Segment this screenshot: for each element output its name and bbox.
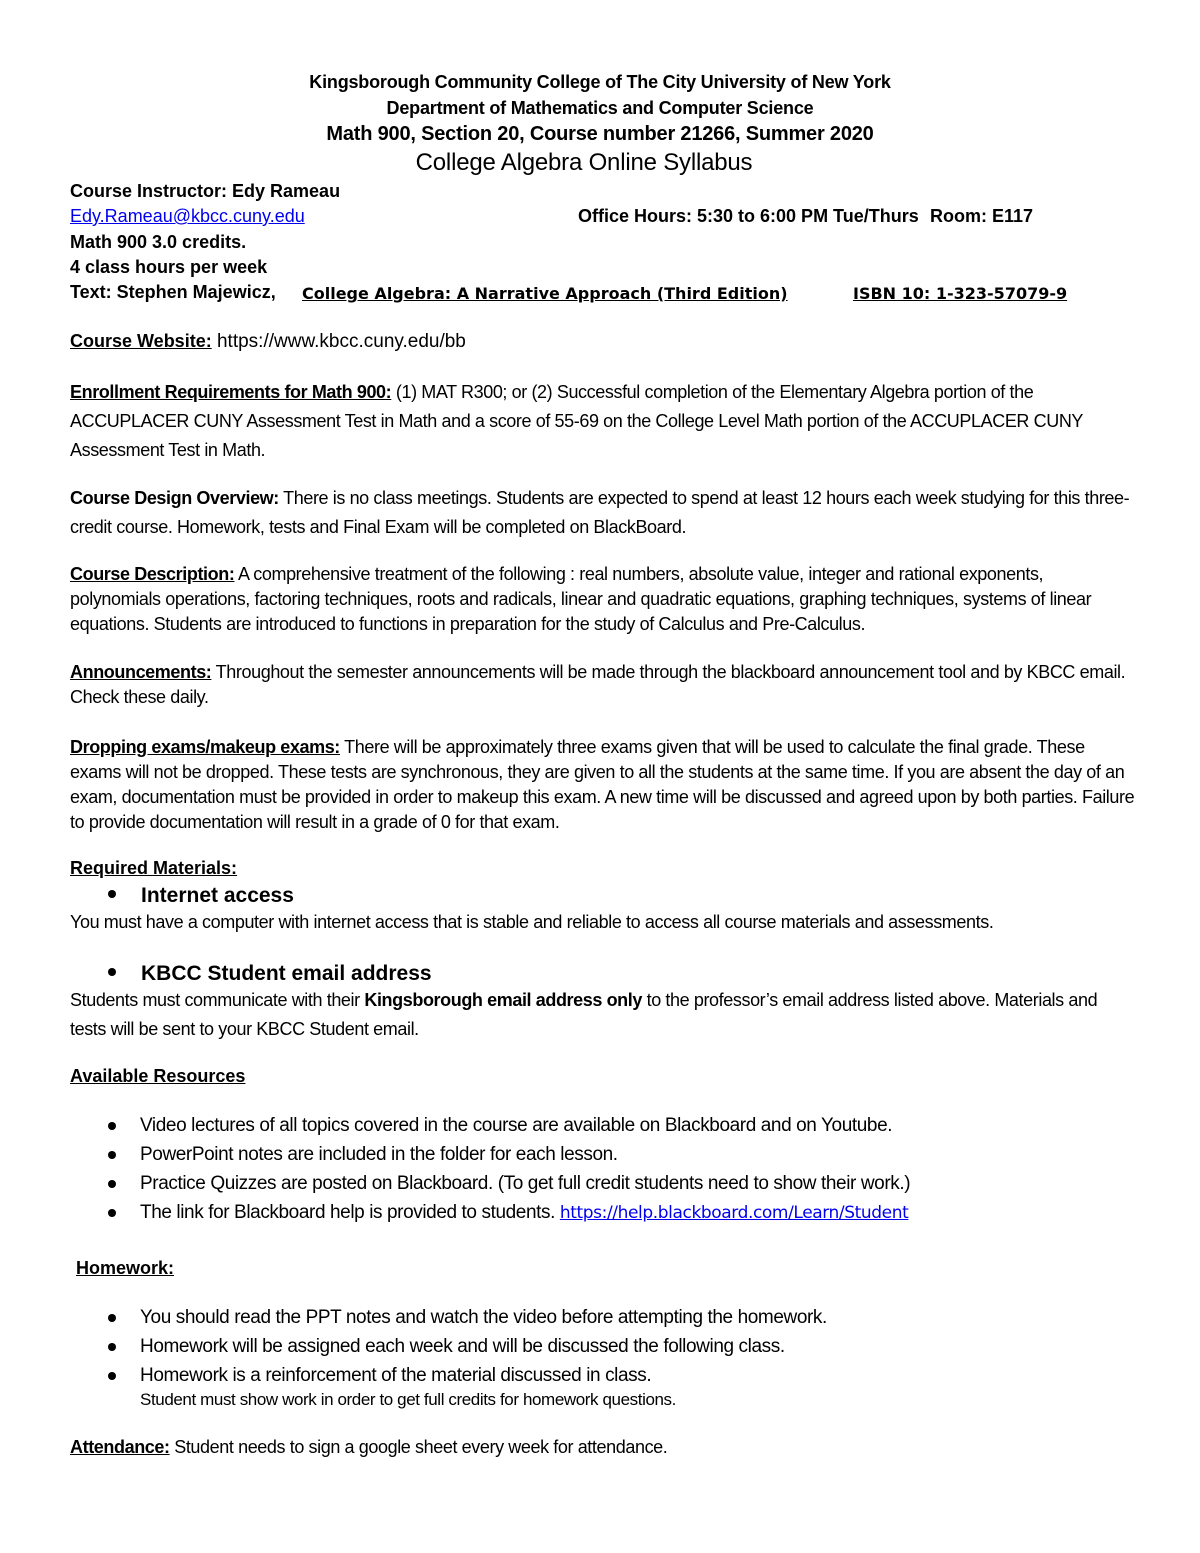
attendance-text: Student needs to sign a google sheet every week for attendance.	[169, 1437, 668, 1457]
attendance-label: Attendance:	[70, 1437, 170, 1457]
announcements-text: Throughout the semester announcements will be made through the blackboard announcement tool and by KBCC email. Check these daily.	[70, 662, 1126, 707]
course-website	[70, 331, 466, 353]
email-text-start: Students must communicate with their	[70, 990, 365, 1010]
enrollment-text: (1) MAT R300; or (2) Successful completion of the Elementary Algebra portion of the ACCUPLACER CUNY Assessment Test in Math and a score of 55-69 on the College Level Math portion of the ACCUPLACER CUNY Assessment Test in Math.	[70, 382, 1083, 460]
design-label: Course Design Overview:	[70, 488, 279, 508]
instructor-email-link[interactable]: Edy.Rameau@kbcc.cuny.edu	[70, 206, 305, 226]
resource-item: PowerPoint notes are included in the folder for each lesson.	[140, 1144, 618, 1165]
internet-text: You must have a computer with internet access that is stable and reliable to access all course materials and assessments.	[70, 912, 994, 932]
email-heading: KBCC Student email address	[141, 962, 432, 985]
bullet-icon	[108, 1151, 120, 1163]
description-section	[70, 562, 1135, 637]
resource-item: Practice Quizzes are posted on Blackboard. (To get full credit students need to show their work.)	[140, 1173, 911, 1194]
blackboard-help-link[interactable]: https://help.blackboard.com/Learn/Student	[559, 1203, 909, 1223]
description-label: Course Description:	[70, 564, 235, 584]
bullet-icon	[108, 968, 120, 980]
design-text: There is no class meetings. Students are expected to spend at least 12 hours each week studying for this three-credit course. Homework, tests and Final Exam will be completed on BlackBoard.	[70, 488, 1130, 537]
bullet-icon	[108, 1314, 120, 1326]
email-text-end: to the professor’s email address listed above. Materials and tests will be sent to your KBCC Student email.	[70, 990, 1098, 1039]
announcements-section	[70, 660, 1135, 710]
isbn: ISBN 10: 1-323-57079-9	[853, 284, 1068, 303]
internet-heading: Internet access	[141, 884, 294, 907]
room: Room: E117	[930, 206, 1034, 226]
page-title: College Algebra Online Syllabus	[415, 149, 753, 176]
college-name: Kingsborough Community College of The City University of New York	[309, 72, 891, 92]
text-label: Text: Stephen Majewicz,	[70, 282, 276, 302]
attendance-section	[70, 1437, 667, 1458]
department-name: Department of Mathematics and Computer Science	[386, 98, 814, 118]
resource-item: The link for Blackboard help is provided to students.	[140, 1202, 560, 1223]
materials-label: Required Materials:	[70, 858, 238, 878]
resource-item-help	[140, 1202, 908, 1224]
resource-item: Video lectures of all topics covered in the course are available on Blackboard and on Youtube.	[140, 1115, 893, 1136]
course-line: Math 900, Section 20, Course number 21266, Summer 2020	[326, 123, 874, 145]
bullet-icon	[108, 890, 120, 902]
homework-note: Student must show work in order to get full credits for homework questions.	[140, 1390, 676, 1409]
course-website-label: Course Website:	[70, 331, 212, 351]
email-policy	[70, 986, 1135, 1044]
resources-label: Available Resources	[70, 1066, 246, 1086]
office-hours: Office Hours: 5:30 to 6:00 PM Tue/Thurs	[578, 206, 919, 226]
dropping-section	[70, 735, 1135, 835]
homework-item: You should read the PPT notes and watch the video before attempting the homework.	[140, 1307, 827, 1328]
course-website-url[interactable]: https://www.kbcc.cuny.edu/bb	[211, 331, 466, 352]
bullet-icon	[108, 1372, 120, 1384]
homework-label: Homework:	[76, 1258, 175, 1278]
description-text: A comprehensive treatment of the following : real numbers, absolute value, integer and rational exponents, polynomials operations, factoring techniques, roots and radicals, linear and quadratic equations, graphing techniques, systems of linear equations. Students are introduced to functions in preparation for the study of Calculus and Pre-Calculus.	[70, 564, 1092, 634]
email-text-bold: Kingsborough email address only	[364, 990, 642, 1010]
textbook-title: College Algebra: A Narrative Approach (Third Edition)	[302, 284, 788, 303]
dropping-label: Dropping exams/makeup exams:	[70, 737, 340, 757]
homework-item: Homework will be assigned each week and will be discussed the following class.	[140, 1336, 785, 1357]
bullet-icon	[108, 1122, 120, 1134]
bullet-icon	[108, 1209, 120, 1221]
homework-item: Homework is a reinforcement of the material discussed in class.	[140, 1365, 652, 1386]
bullet-icon	[108, 1343, 120, 1355]
class-hours: 4 class hours per week	[70, 257, 268, 277]
enrollment-section	[70, 378, 1135, 465]
enrollment-label: Enrollment Requirements for Math 900:	[70, 382, 392, 402]
dropping-text: There will be approximately three exams given that will be used to calculate the final grade. These exams will not be dropped. These tests are synchronous, they are given to all the students at the same time. If you are absent the day of an exam, documentation must be provided in order to makeup this exam. A new time will be discussed and agreed upon by both parties. Failure to provide documentation will result in a grade of 0 for that exam.	[70, 737, 1135, 832]
credits: Math 900 3.0 credits.	[70, 232, 247, 252]
announcements-label: Announcements:	[70, 662, 212, 682]
instructor: Course Instructor: Edy Rameau	[70, 181, 341, 201]
bullet-icon	[108, 1180, 120, 1192]
design-section	[70, 484, 1135, 542]
